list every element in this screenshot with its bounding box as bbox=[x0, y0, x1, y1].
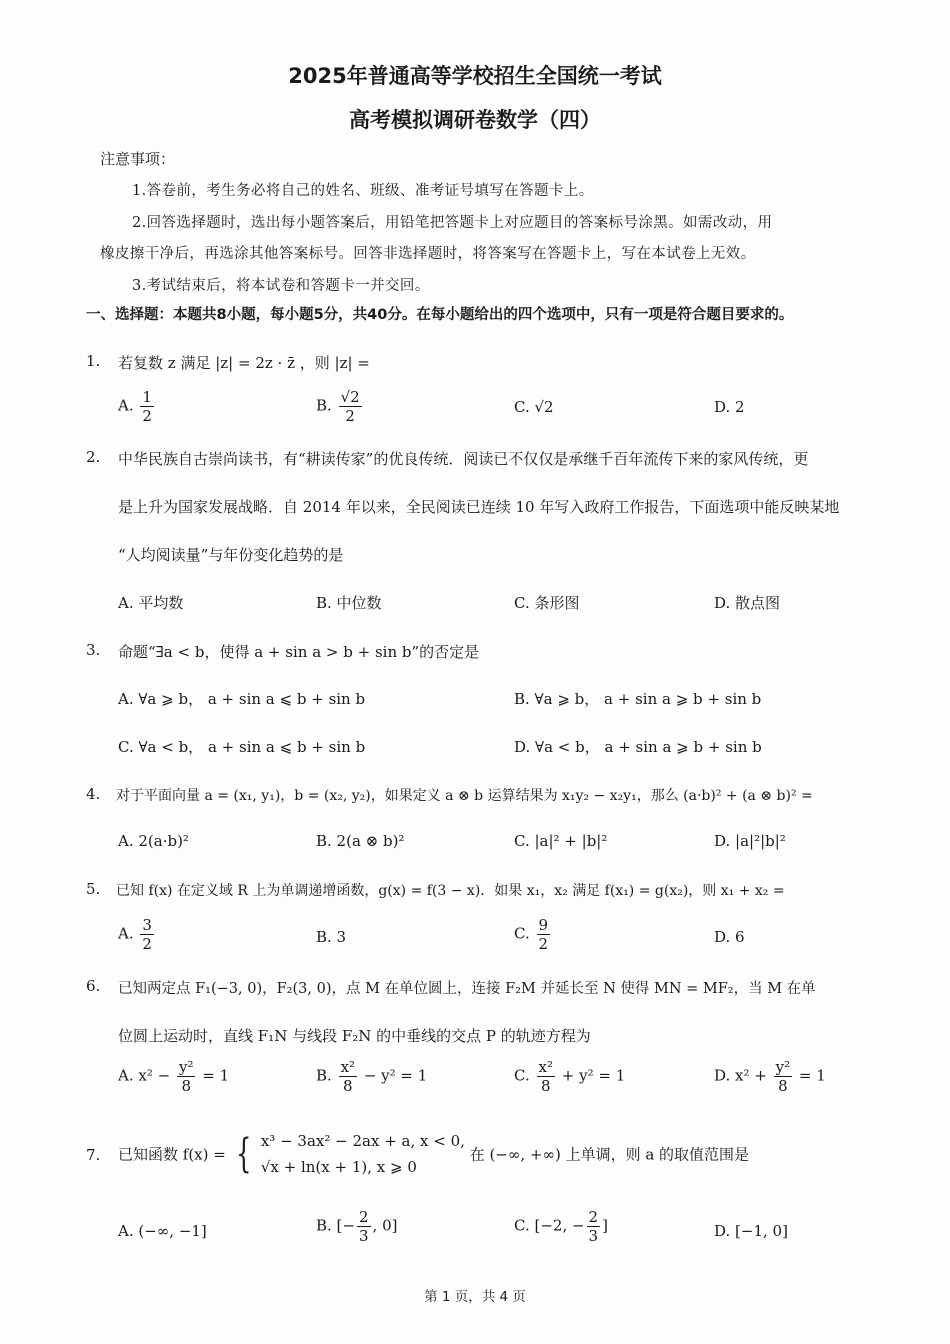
denominator: 2 bbox=[142, 935, 152, 953]
piece-2: √x + ln(x + 1), x ⩾ 0 bbox=[260, 1158, 417, 1176]
denominator: 8 bbox=[343, 1077, 353, 1095]
numerator: y² bbox=[775, 1058, 791, 1076]
numerator: x² bbox=[340, 1058, 356, 1076]
option-b: B. 3 bbox=[316, 928, 347, 946]
question-text-cont: 是上升为国家发展战略．自 2014 年以来，全民阅读已连续 10 年写入政府工作报告，下面选项中能反映某地 bbox=[118, 498, 840, 516]
numerator: 9 bbox=[538, 916, 549, 934]
option-label: B. bbox=[316, 1066, 332, 1085]
question-text: 已知 f(x) 在定义域 R 上为单调递增函数，g(x) = f(3 − x)．如果 x₁，x₂ 满足 f(x₁) = g(x₂)，则 x₁ + x₂ = bbox=[116, 883, 785, 899]
fraction bbox=[587, 1208, 601, 1245]
option-tail: = 1 bbox=[798, 1066, 826, 1085]
fraction bbox=[177, 1058, 196, 1095]
denominator: 2 bbox=[538, 935, 549, 953]
question-text bbox=[118, 1128, 749, 1180]
notice-item-3: 3.考试结束后，将本试卷和答题卡一并交回。 bbox=[132, 278, 430, 294]
option-a: A. (−∞, −1] bbox=[118, 1222, 207, 1240]
question-number: 5. bbox=[86, 880, 101, 898]
question-text: 已知两定点 F₁(−3, 0)，F₂(3, 0)，点 M 在单位圆上，连接 F₂M 并延长至 N 使得 MN = MF₂，当 M 在单 bbox=[118, 981, 816, 997]
option-label: A. bbox=[118, 924, 134, 943]
piece-1: x³ − 3ax² − 2ax + a, x < 0, bbox=[260, 1132, 465, 1150]
option-b: B. 2(a ⊗ b)² bbox=[316, 832, 405, 850]
option-c: C. ∀a < b， a + sin a ⩽ b + sin b bbox=[118, 738, 366, 756]
question-text-cont: 位圆上运动时，直线 F₁N 与线段 F₂N 的中垂线的交点 P 的轨迹方程为 bbox=[118, 1027, 591, 1045]
question-text: 命题“∃a < b，使得 a + sin a > b + sin b”的否定是 bbox=[118, 643, 480, 661]
question-number: 6. bbox=[86, 977, 101, 995]
question-text: 若复数 z 满足 |z| = 2z · z̄ ，则 |z| = bbox=[118, 354, 370, 372]
option-label: D. x² + bbox=[714, 1066, 767, 1085]
option-d: D. 6 bbox=[714, 928, 745, 946]
option-label: A. x² − bbox=[118, 1066, 171, 1085]
denominator: 3 bbox=[588, 1227, 599, 1245]
option-b: B. 中位数 bbox=[316, 594, 382, 612]
fraction bbox=[339, 388, 362, 425]
notice-item-1: 1.答卷前，考生务必将自己的姓名、班级、准考证号填写在答题卡上。 bbox=[132, 183, 594, 199]
brace-symbol: { bbox=[235, 1131, 251, 1177]
question-text: 中华民族自古崇尚读书，有“耕读传家”的优良传统．阅读已不仅仅是承继千百年流传下来的家风传统，更 bbox=[118, 450, 809, 468]
page-footer: 第 1 页，共 4 页 bbox=[424, 1289, 526, 1305]
fraction bbox=[537, 1058, 555, 1095]
notice-item-2a: 2.回答选择题时，选出每小题答案后，用铅笔把答题卡上对应题目的答案标号涂黑。如需改动，用 bbox=[132, 215, 773, 231]
option-b bbox=[316, 1058, 427, 1095]
option-tail: − y² = 1 bbox=[363, 1066, 428, 1085]
denominator: 2 bbox=[345, 407, 355, 425]
option-d: D. 散点图 bbox=[714, 594, 781, 612]
option-b bbox=[316, 388, 364, 425]
question-number: 2. bbox=[86, 448, 101, 466]
fraction bbox=[774, 1058, 793, 1095]
option-d: D. [−1, 0] bbox=[714, 1222, 788, 1240]
option-tail: , 0] bbox=[372, 1216, 398, 1235]
option-b bbox=[316, 1208, 397, 1245]
numerator: √2 bbox=[340, 388, 360, 406]
denominator: 2 bbox=[142, 407, 152, 425]
option-c: C. |a|² + |b|² bbox=[514, 832, 608, 850]
denominator: 8 bbox=[181, 1077, 191, 1095]
numerator: 2 bbox=[588, 1208, 599, 1226]
option-tail: = 1 bbox=[202, 1066, 230, 1085]
numerator: x² bbox=[538, 1058, 553, 1076]
option-b: B. ∀a ⩾ b， a + sin a ⩾ b + sin b bbox=[514, 690, 762, 708]
option-c: C. 条形图 bbox=[514, 594, 580, 612]
option-label: C. bbox=[514, 924, 530, 943]
fraction bbox=[357, 1208, 371, 1245]
question-number: 3. bbox=[86, 641, 101, 659]
option-label: C. bbox=[514, 1066, 530, 1085]
denominator: 8 bbox=[540, 1077, 551, 1095]
question-pre: 已知函数 f(x) = bbox=[118, 1145, 226, 1164]
notice-item-2b: 橡皮擦干净后，再选涂其他答案标号。回答非选择题时，将答案写在答题卡上，写在本试卷上无效。 bbox=[100, 246, 756, 262]
option-a bbox=[118, 1058, 229, 1095]
fraction bbox=[537, 916, 551, 953]
exam-subtitle: 高考模拟调研卷数学（四） bbox=[349, 108, 601, 132]
option-tail: ] bbox=[602, 1216, 608, 1235]
option-a: A. ∀a ⩾ b， a + sin a ⩽ b + sin b bbox=[118, 690, 366, 708]
option-tail: + y² = 1 bbox=[561, 1066, 626, 1085]
option-label: C. [−2, − bbox=[514, 1216, 585, 1235]
option-a bbox=[118, 388, 156, 425]
option-c bbox=[514, 1208, 608, 1245]
fraction bbox=[339, 1058, 357, 1095]
fraction bbox=[140, 916, 154, 953]
option-d: D. |a|²|b|² bbox=[714, 832, 786, 850]
denominator: 8 bbox=[778, 1077, 788, 1095]
exam-title: 2025年普通高等学校招生全国统一考试 bbox=[288, 64, 662, 88]
option-c: C. √2 bbox=[514, 398, 554, 416]
section-heading: 一、选择题：本题共8小题，每小题5分，共40分。在每小题给出的四个选项中，只有一项是符合题目要求的。 bbox=[86, 307, 794, 323]
numerator: 2 bbox=[358, 1208, 369, 1226]
denominator: 3 bbox=[358, 1227, 369, 1245]
option-c bbox=[514, 916, 552, 953]
option-c bbox=[514, 1058, 625, 1095]
piecewise-definition bbox=[261, 1128, 465, 1180]
numerator: 3 bbox=[142, 916, 152, 934]
option-d: D. 2 bbox=[714, 398, 745, 416]
option-a: A. 平均数 bbox=[118, 594, 184, 612]
question-number: 4. bbox=[86, 785, 101, 803]
option-d: D. ∀a < b， a + sin a ⩾ b + sin b bbox=[514, 738, 762, 756]
question-text-cont: “人均阅读量”与年份变化趋势的是 bbox=[118, 546, 344, 564]
question-post: 在 (−∞, +∞) 上单调，则 a 的取值范围是 bbox=[469, 1145, 750, 1164]
option-label: A. bbox=[118, 396, 134, 415]
option-a: A. 2(a·b)² bbox=[118, 832, 189, 850]
question-number: 7. bbox=[86, 1146, 101, 1164]
question-number: 1. bbox=[86, 352, 101, 370]
fraction bbox=[140, 388, 154, 425]
numerator: y² bbox=[178, 1058, 194, 1076]
question-text: 对于平面向量 a = (x₁, y₁)，b = (x₂, y₂)，如果定义 a ⊗ b 运算结果为 x₁y₂ − x₂y₁，那么 (a·b)² + (a ⊗ b)² = bbox=[116, 788, 813, 804]
option-d bbox=[714, 1058, 826, 1095]
option-label: B. [− bbox=[316, 1216, 355, 1235]
option-label: B. bbox=[316, 396, 332, 415]
notice-heading: 注意事项： bbox=[100, 150, 176, 168]
option-a bbox=[118, 916, 156, 953]
numerator: 1 bbox=[142, 388, 152, 406]
